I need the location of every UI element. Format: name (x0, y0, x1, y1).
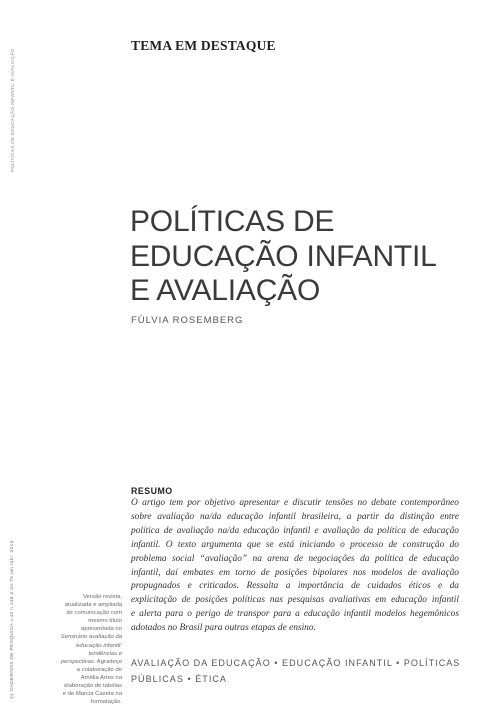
keywords (131, 655, 461, 687)
abstract-line: infantil. O texto argumenta que se está iniciando o processo de construção do (131, 539, 459, 550)
abstract-label: RESUMO (131, 486, 173, 496)
footnote-text: Versão revista, atualizada e ampliada de comunicação com mesmo título apresentada no (64, 594, 122, 633)
title-line: E AVALIAÇÃO (130, 274, 321, 307)
title-line: EDUCAÇÃO INFANTIL (130, 239, 437, 273)
abstract-line: problema social “avaliação” na arena de negociações da política de educação (131, 553, 459, 564)
abstract-line: infantil, daí embates em torno de posições bipolares nos modelos de avaliação (131, 567, 459, 578)
journal-citation: 44 CADERNOS DE PESQUISA v.43 n.148 p.44-75 jan./abr. 2013 (10, 540, 15, 699)
abstract-line: adotados no Brasil para outras etapas de ensino. (131, 623, 316, 634)
abstract-line: explicitação de posições políticas nas pesquisas avaliativas em educação infantil (131, 595, 459, 606)
footnote-text: . Agradeço a colaboração de Amélia Artes na elaboração de tabelas e de Marcia Caxeta na formatação. (62, 658, 122, 706)
article-title (130, 205, 470, 309)
section-heading: TEMA EM DESTAQUE (131, 38, 276, 53)
footnote (60, 593, 122, 706)
running-head: POLÍTICAS DE EDUCAÇÃO INFANTIL E AVALIAÇÃO (10, 48, 15, 172)
author-name: FÚLVIA ROSEMBERG (131, 315, 244, 326)
abstract-line: sobre avaliação na/da educação infantil brasileira, a partir da distinção entre (131, 511, 459, 522)
abstract-line: e alerta para o perigo de transpor para a educação infantil modelos hegemônicos (131, 609, 459, 620)
keywords-line: PÚBLICAS • ÉTICA (131, 674, 227, 684)
title-line: POLÍTICAS DE (130, 205, 335, 238)
abstract-text (131, 497, 459, 636)
abstract-line: O artigo tem por objetivo apresentar e discutir tensões no debate contemporâneo (131, 498, 459, 508)
abstract-line: política de avaliação na/da educação infantil e avaliação da política de educação (131, 525, 459, 536)
footnote-seminar-title: Seminário avaliação da educação infantil: tendências e perspectivas (60, 634, 122, 665)
keywords-line: AVALIAÇÃO DA EDUCAÇÃO • EDUCAÇÃO INFANTIL • POLÍTICAS (131, 658, 461, 668)
abstract-line: propugnados e criticados. Ressalta a importância de cuidados éticos e da (131, 581, 459, 592)
